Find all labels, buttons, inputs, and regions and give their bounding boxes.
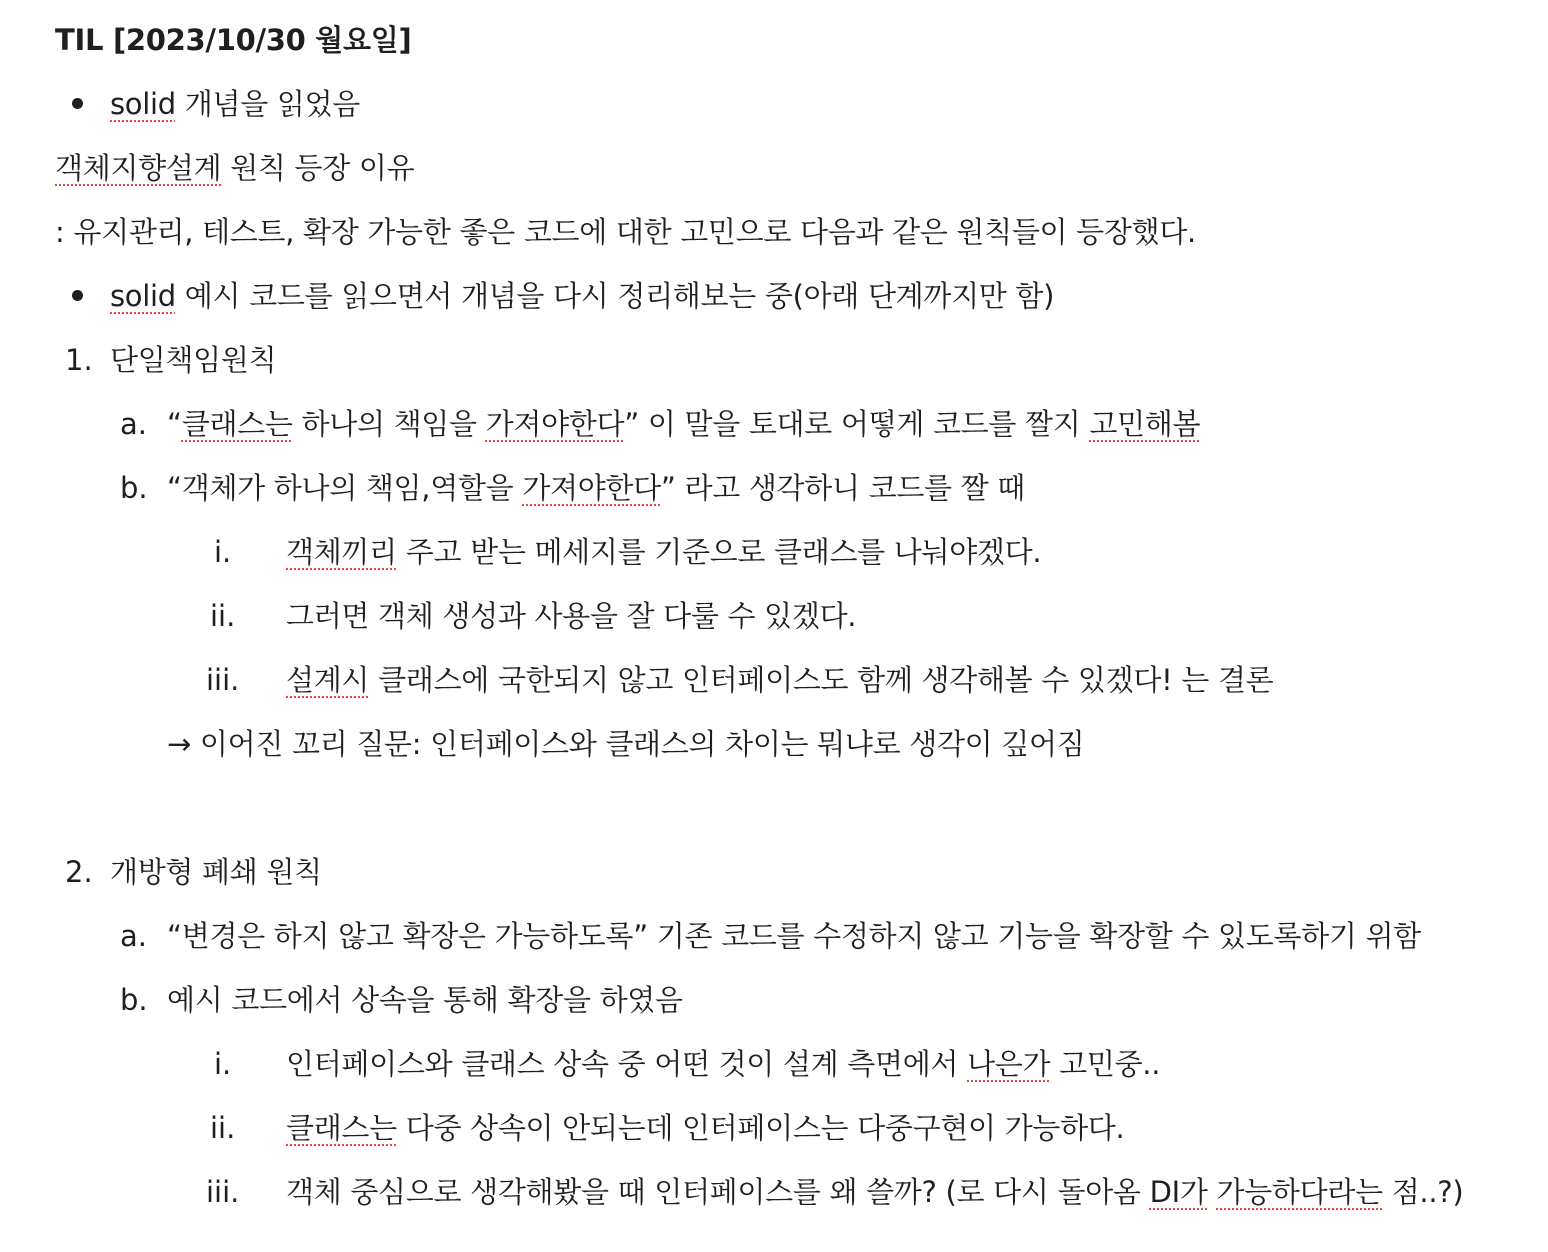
item-text: 다중 상속이 안되는데 인터페이스는 다중구현이 가능하다. — [396, 1111, 1125, 1145]
list-letter: a. — [120, 407, 147, 441]
list-item: 그러면 객체 생성과 사용을 잘 다룰 수 있겠다. — [286, 599, 857, 633]
follow-up-question: → 이어진 꼬리 질문: 인터페이스와 클래스의 차이는 뭐냐로 생각이 깊어짐 — [167, 727, 1085, 761]
list-item — [167, 468, 1025, 508]
bullet-item — [110, 84, 360, 124]
spell-flagged-word: 고민해봄 — [1089, 407, 1201, 441]
list-letter: a. — [120, 919, 147, 953]
spell-flagged-word: 가져야한다 — [485, 407, 625, 441]
item-text: ” 이 말을 토대로 어떻게 코드를 짤지 — [624, 407, 1090, 441]
list-roman: ii. — [210, 599, 236, 633]
bullet-marker — [72, 290, 83, 301]
list-number: 2. — [65, 855, 93, 889]
item-text — [1208, 1175, 1217, 1209]
list-roman: i. — [214, 1047, 232, 1081]
list-roman: iii. — [206, 663, 240, 697]
page-title: TIL [2023/10/30 월요일] — [55, 23, 412, 57]
list-item: “변경은 하지 않고 확장은 가능하도록” 기존 코드를 수정하지 않고 기능을 확장할 수 있도록하기 위함 — [167, 919, 1421, 953]
spell-flagged-word: solid — [110, 279, 176, 313]
list-item — [286, 1044, 1160, 1084]
section-heading: 개방형 폐쇄 원칙 — [110, 855, 322, 889]
item-text: 객체 중심으로 생각해봤을 때 인터페이스를 왜 쓸까? (로 다시 돌아옴 — [286, 1175, 1150, 1209]
item-text: 인터페이스와 클래스 상속 중 어떤 것이 설계 측면에서 — [286, 1047, 968, 1081]
list-item: 예시 코드에서 상속을 통해 확장을 하였음 — [167, 983, 683, 1017]
item-text: 클래스에 국한되지 않고 인터페이스도 함께 생각해볼 수 있겠다! 는 결론 — [369, 663, 1274, 697]
list-number: 1. — [65, 343, 93, 377]
paragraph-text: 원칙 등장 이유 — [221, 151, 415, 185]
spell-flagged-word: 객체끼리 — [286, 535, 397, 569]
spell-flagged-word: DI가 — [1149, 1175, 1208, 1209]
bullet-marker — [72, 98, 83, 109]
section-heading: 단일책임원칙 — [110, 343, 277, 377]
spell-flagged-word: 클래스는 — [286, 1111, 397, 1145]
list-letter: b. — [120, 983, 148, 1017]
spell-flagged-word: 객체지향설계 — [55, 151, 222, 185]
bullet-text: 예시 코드를 읽으면서 개념을 다시 정리해보는 중(아래 단계까지만 함) — [175, 279, 1055, 313]
item-text: 주고 받는 메세지를 기준으로 클래스를 나눠야겠다. — [396, 535, 1042, 569]
list-roman: i. — [214, 535, 232, 569]
item-text: 점..?) — [1382, 1175, 1464, 1209]
list-roman: iii. — [206, 1175, 240, 1209]
item-text: ” 라고 생각하니 코드를 짤 때 — [660, 471, 1026, 505]
item-text: 고민중.. — [1050, 1047, 1161, 1081]
list-letter: b. — [120, 471, 148, 505]
spell-flagged-word: 가져야한다 — [522, 471, 661, 505]
list-item — [167, 404, 1200, 444]
list-item — [286, 1172, 1463, 1212]
item-text: “객체가 하나의 책임,역할을 — [167, 471, 523, 505]
paragraph: : 유지관리, 테스트, 확장 가능한 좋은 코드에 대한 고민으로 다음과 같은 원칙들이 등장했다. — [55, 215, 1196, 249]
item-text: “ — [167, 407, 182, 441]
spell-flagged-word: 설계시 — [286, 663, 370, 697]
list-item — [286, 1108, 1124, 1148]
list-roman: ii. — [210, 1111, 236, 1145]
item-text: 하나의 책임을 — [292, 407, 486, 441]
paragraph — [55, 148, 414, 188]
list-item — [286, 660, 1273, 700]
spell-flagged-word: 클래스는 — [181, 407, 293, 441]
spell-flagged-word: 나은가 — [967, 1047, 1051, 1081]
spell-flagged-word: 가능하다라는 — [1216, 1175, 1383, 1209]
bullet-text: 개념을 읽었음 — [175, 87, 360, 121]
list-item — [286, 532, 1041, 572]
spell-flagged-word: solid — [110, 87, 176, 121]
bullet-item — [110, 276, 1054, 316]
